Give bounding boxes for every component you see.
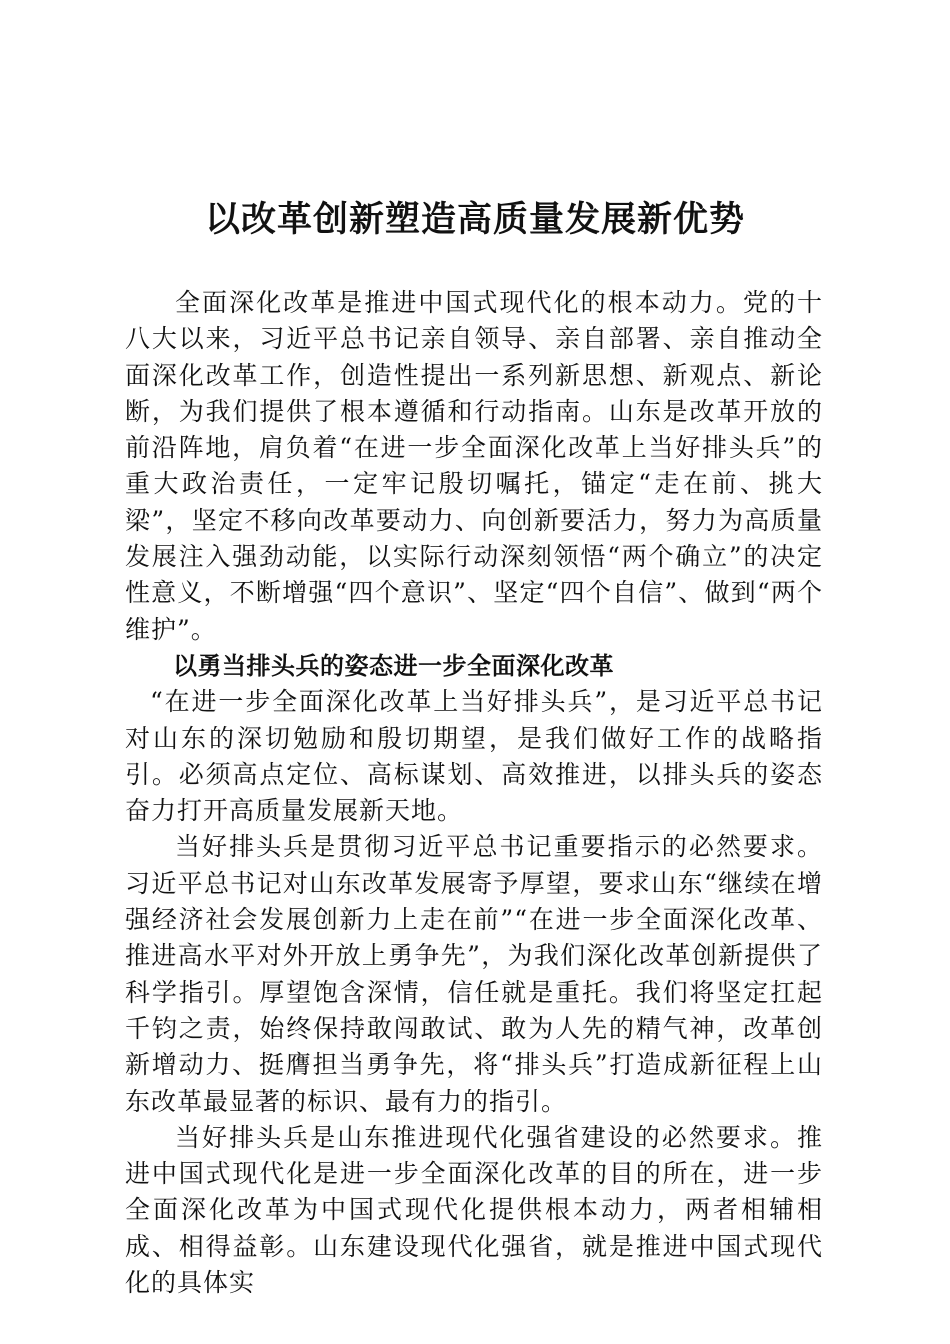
- document-title: 以改革创新塑造高质量发展新优势: [204, 199, 745, 240]
- body-paragraph: “在进一步全面深化改革上当好排头兵”，是习近平总书记对山东的深切勉励和殷切期望，是我们做好工作的战略指引。必须高点定位、高标谋划、高效推进，以排头兵的姿态奋力打开高质量发展新天地。: [125, 687, 823, 826]
- intro-paragraph: 全面深化改革是推进中国式现代化的根本动力。党的十八大以来，习近平总书记亲自领导、亲自部署、亲自推动全面深化改革工作，创造性提出一系列新思想、新观点、新论断，为我们提供了根本遵循和行动指南。山东是改革开放的前沿阵地，肩负着“在进一步全面深化改革上当好排头兵”的重大政治责任，一定牢记殷切嘱托，锚定“走在前、挑大梁”，坚定不移向改革要动力、向创新要活力，努力为高质量发展注入强劲动能，以实际行动深刻领悟“两个确立”的决定性意义，不断增强“四个意识”、坚定“四个自信”、做到“两个维护”。: [125, 288, 823, 644]
- document-body: [125, 285, 823, 1301]
- body-paragraph: 当好排头兵是贯彻习近平总书记重要指示的必然要求。习近平总书记对山东改革发展寄予厚望，要求山东“继续在增强经济社会发展创新力上走在前”“在进一步全面深化改革、推进高水平对外开放上勇争先”，为我们深化改革创新提供了科学指引。厚望饱含深情，信任就是重托。我们将坚定扛起千钧之责，始终保持敢闯敢试、敢为人先的精气神，改革创新增动力、挺膺担当勇争先，将“排头兵”打造成新征程上山东改革最显著的标识、最有力的指引。: [125, 832, 823, 1116]
- body-paragraph: 当好排头兵是山东推进现代化强省建设的必然要求。推进中国式现代化是进一步全面深化改革的目的所在，进一步全面深化改革为中国式现代化提供根本动力，两者相辅相成、相得益彰。山东建设现代化强省，就是推进中国式现代化的具体实: [125, 1122, 823, 1298]
- section-heading: 以勇当排头兵的姿态进一步全面深化改革: [173, 651, 614, 680]
